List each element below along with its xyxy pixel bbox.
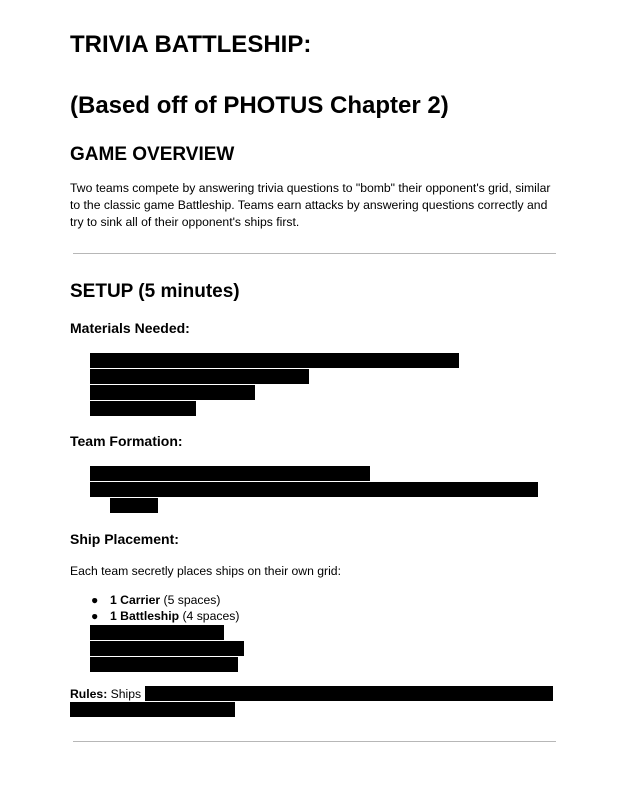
ship-name: 1 Battleship (110, 609, 180, 623)
redaction-bar (90, 657, 238, 672)
materials-heading: Materials Needed: (70, 320, 190, 336)
redaction-bar (90, 641, 244, 656)
redaction-bar (90, 466, 370, 481)
ship-name: 1 Carrier (110, 593, 161, 607)
redaction-bar (90, 401, 196, 416)
redaction-bar (90, 369, 309, 384)
divider-2 (73, 741, 556, 742)
ship-detail: (4 spaces) (179, 609, 240, 623)
overview-heading: GAME OVERVIEW (70, 144, 235, 165)
ship-placement-heading: Ship Placement: (70, 531, 179, 547)
team-formation-heading: Team Formation: (70, 433, 183, 449)
title-line-2: (Based off of PHOTUS Chapter 2) (70, 92, 449, 119)
redaction-bar (145, 686, 553, 701)
title-line-1: TRIVIA BATTLESHIP: (70, 31, 312, 58)
rules-label: Rules: (70, 687, 108, 701)
ship-detail: (5 spaces) (160, 593, 221, 607)
rules-line (70, 686, 141, 703)
rules-text: Ships (107, 687, 142, 701)
divider-1 (73, 253, 556, 254)
ship-intro-text: Each team secretly places ships on their own grid: (70, 564, 341, 578)
setup-heading: SETUP (5 minutes) (70, 281, 240, 302)
bullet-icon: ● (91, 593, 99, 607)
overview-text: Two teams compete by answering trivia questions to "bomb" their opponent's grid, similar to the classic game Battleship. Teams earn attacks by answering questions correctly and try to sink all of their opponent's ships first. (70, 181, 551, 229)
redaction-bar (70, 702, 235, 717)
redaction-bar (90, 625, 224, 640)
redaction-bar (110, 498, 158, 513)
redaction-bar (90, 353, 459, 368)
bullet-icon: ● (91, 609, 99, 623)
list-item (91, 608, 240, 624)
redaction-bar (90, 385, 255, 400)
list-item (91, 592, 221, 608)
redaction-bar (90, 482, 538, 497)
